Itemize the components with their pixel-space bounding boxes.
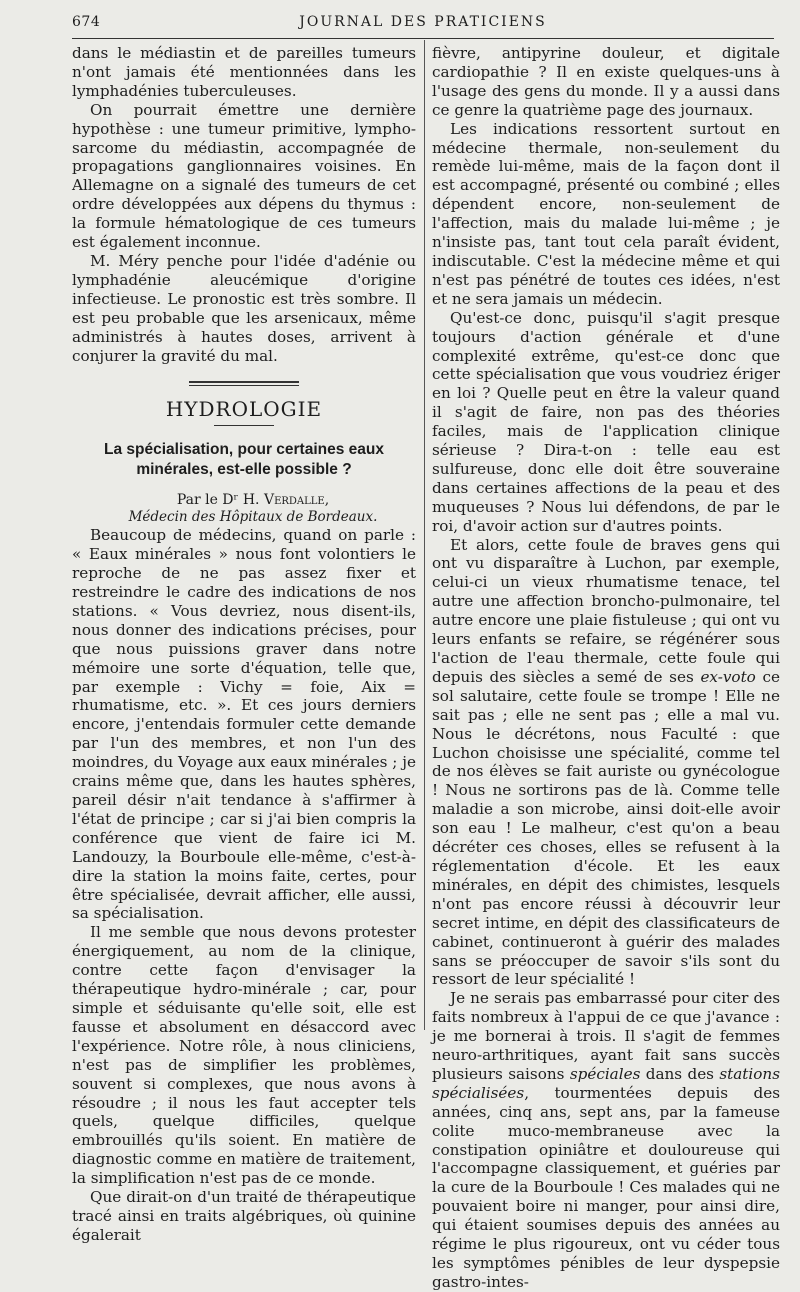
paragraph: dans le médiastin et de pareilles tumeurs n'ont jamais été mentionnées dans les lymphadénies tuberculeuses. (72, 44, 416, 100)
author-affiliation: Médecin des Hôpitaux de Bordeaux. (128, 509, 378, 526)
author-name: Verdalle, (263, 492, 330, 509)
italic-text: ex-voto (700, 667, 756, 686)
section-title: HYDROLOGIE (165, 397, 323, 422)
section-rule (214, 425, 274, 426)
section-rule (189, 381, 299, 383)
running-head: JOURNAL DES PRATICIENS (299, 14, 547, 30)
text-run: Et alors, cette foule de braves gens qui ont vu disparaître à Luchon, par exemple, celui-ci un vieux rhumatisme tenace, tel autre une affection broncho-pulmonaire, tel autre encore une plaie fistuleuse ; qui ont vu leurs enfants se refaire, se régénérer sous l'action de l'eau thermale, cette foule qui depuis des siècles a semé de ses (432, 535, 780, 686)
paragraph: fièvre, antipyrine douleur, et digitale cardiopathie ? Il en existe quelques-uns à l'usage des gens du monde. Il y a aussi dans ce genre la quatrième page des journaux. (432, 44, 780, 119)
right-column (432, 44, 781, 1291)
paragraph: Beaucoup de médecins, quand on parle : « Eaux minérales » nous font volontiers le reproche de ne pas assez fixer et restreindre le cadre des indications de nos stations. « Vous devriez, nous disent-ils, nous donner des indications précises, pour que nous puissions graver dans notre mémoire une sorte d'équation, telle que, par exemple : Vichy = foie, Aix = rhumatisme, etc. ». Et ces jours derniers encore, j'entendais formuler cette demande par l'un des membres, et non l'un des moindres, du Voyage aux eaux minérales ; je crains même que, dans les hautes sphères, pareil désir n'ait tendance à s'affirmer à l'état de principe ; car si j'ai bien compris la conférence que vient de faire ici M. Landouzy, la Bourboule elle-même, c'est-à-dire la station la moins faite, certes, pour être spécialisée, devrait afficher, elle aussi, sa spécialisation. (72, 526, 416, 923)
italic-text: spéciales (569, 1064, 641, 1083)
text-run: dans des (645, 1064, 714, 1083)
italic-text: stations spécialisées (432, 1064, 780, 1102)
byline (72, 492, 416, 509)
page-number: 674 (72, 14, 101, 30)
byline-prefix: Par le Dʳ H. (176, 492, 260, 509)
article-title: La spécialisation, pour certaines eaux minérales, est-elle possible ? (104, 441, 384, 479)
left-column (72, 44, 416, 1244)
text-run: Je ne serais pas embarrassé pour citer des faits nombreux à l'appui de ce que j'avance : je me bornerai à trois. Il s'agit de femmes neuro-arthritiques, ayant fait sans succès plusieurs saisons (432, 989, 780, 1083)
paragraph: M. Méry penche pour l'idée d'adénie ou lymphadénie aleucémique d'origine infectieuse. Le pronostic est très sombre. Il est peu probable que les arsenicaux, même administrés à hautes doses, arrivent à conjurer la gravité du mal. (72, 251, 416, 365)
paragraph (432, 536, 780, 990)
paragraph: On pourrait émettre une dernière hypothèse : une tumeur primitive, lympho-sarcome du médiastin, accompagnée de propagations ganglionnaires voisines. En Allemagne on a signalé des tumeurs de cet ordre développées aux dépens du thymus : la formule hématologique de ces tumeurs est également inconnue. (72, 100, 416, 252)
column-separator (424, 40, 425, 1030)
section-rule (189, 385, 299, 386)
paragraph (432, 989, 780, 1292)
paragraph: Il me semble que nous devons protester énergiquement, au nom de la clinique, contre cette façon d'envisager la thérapeutique hydro-minérale ; car, pour simple et séduisante qu'elle soit, elle est fausse et absolument en désaccord avec l'expérience. Notre rôle, à nous cliniciens, n'est pas de simplifier les problèmes, souvent si complexes, que nous avons à résoudre ; il nous les faut accepter tels quels, quelque difficiles, quelque embrouillés qu'ils soient. En matière de diagnostic comme en matière de traitement, la simplification n'est pas de ce monde. (72, 923, 416, 1188)
header-rule (72, 38, 774, 39)
text-run: ce sol salutaire, cette foule se trompe ! Elle ne sait pas ; elle ne sent pas ; elle a mal vu. Nous le décrétons, nous Faculté : que Luchon choisisse une spécialité, comme tel de nos élèves se fait auriste ou gynécologue ! Nous ne sortirons pas de là. Comme telle maladie a son microbe, ainsi doit-elle avoir son eau ! Le malheur, c'est qu'on a beau décréter ces choses, elles se refusent à la réglementation d'école. Et les eaux minérales, en dépit des chimistes, lesquels n'ont pas encore réussi à découvrir leur secret intime, en dépit des classificateurs de cabinet, continueront à guérir des malades sans se préoccuper de savoir s'ils sont du ressort de leur spécialité ! (432, 667, 781, 989)
page-header (72, 12, 774, 34)
paragraph: Les indications ressortent surtout en médecine thermale, non-seulement du remède lui-même, mais de la façon dont il est accompagné, présenté ou combiné ; elles dépendent encore, non-seulement de l'affection, mais du malade lui-même ; je n'insiste pas, tant tout cela paraît évident, indiscutable. C'est la médecine même et qui n'est pas pénétré de toutes ces idées, n'est et ne sera jamais un médecin. (432, 119, 780, 308)
text-run: , tourmentées depuis des années, cinq ans, sept ans, par la fameuse colite muco-membraneuse avec la constipation opiniâtre et douloureuse qui l'accompagne classiquement, et guéries par la cure de la Bourboule ! Ces malades qui ne pouvaient boire ni manger, pour ainsi dire, qui étaient soumises depuis des années au régime le plus rigoureux, ont vu céder tous les symptômes pénibles de leur dyspepsie gastro-intes- (432, 1083, 780, 1291)
paragraph: Qu'est-ce donc, puisqu'il s'agit presque toujours d'action générale et d'une complexité extrême, qu'est-ce donc que cette spécialisation que vous voudriez ériger en loi ? Quelle peut en être la valeur quand il s'agit de faire, non pas des théories faciles, mais de l'application clinique sérieuse ? Dira-t-on : telle eau est sulfureuse, donc elle doit être souveraine dans certaines affections de la peau et des muqueuses ? Nous lui défendons, de par le roi, d'avoir action sur d'autres points. (432, 308, 780, 535)
paragraph: Que dirait-on d'un traité de thérapeutique tracé ainsi en traits algébriques, où quinine égalerait (72, 1188, 416, 1244)
